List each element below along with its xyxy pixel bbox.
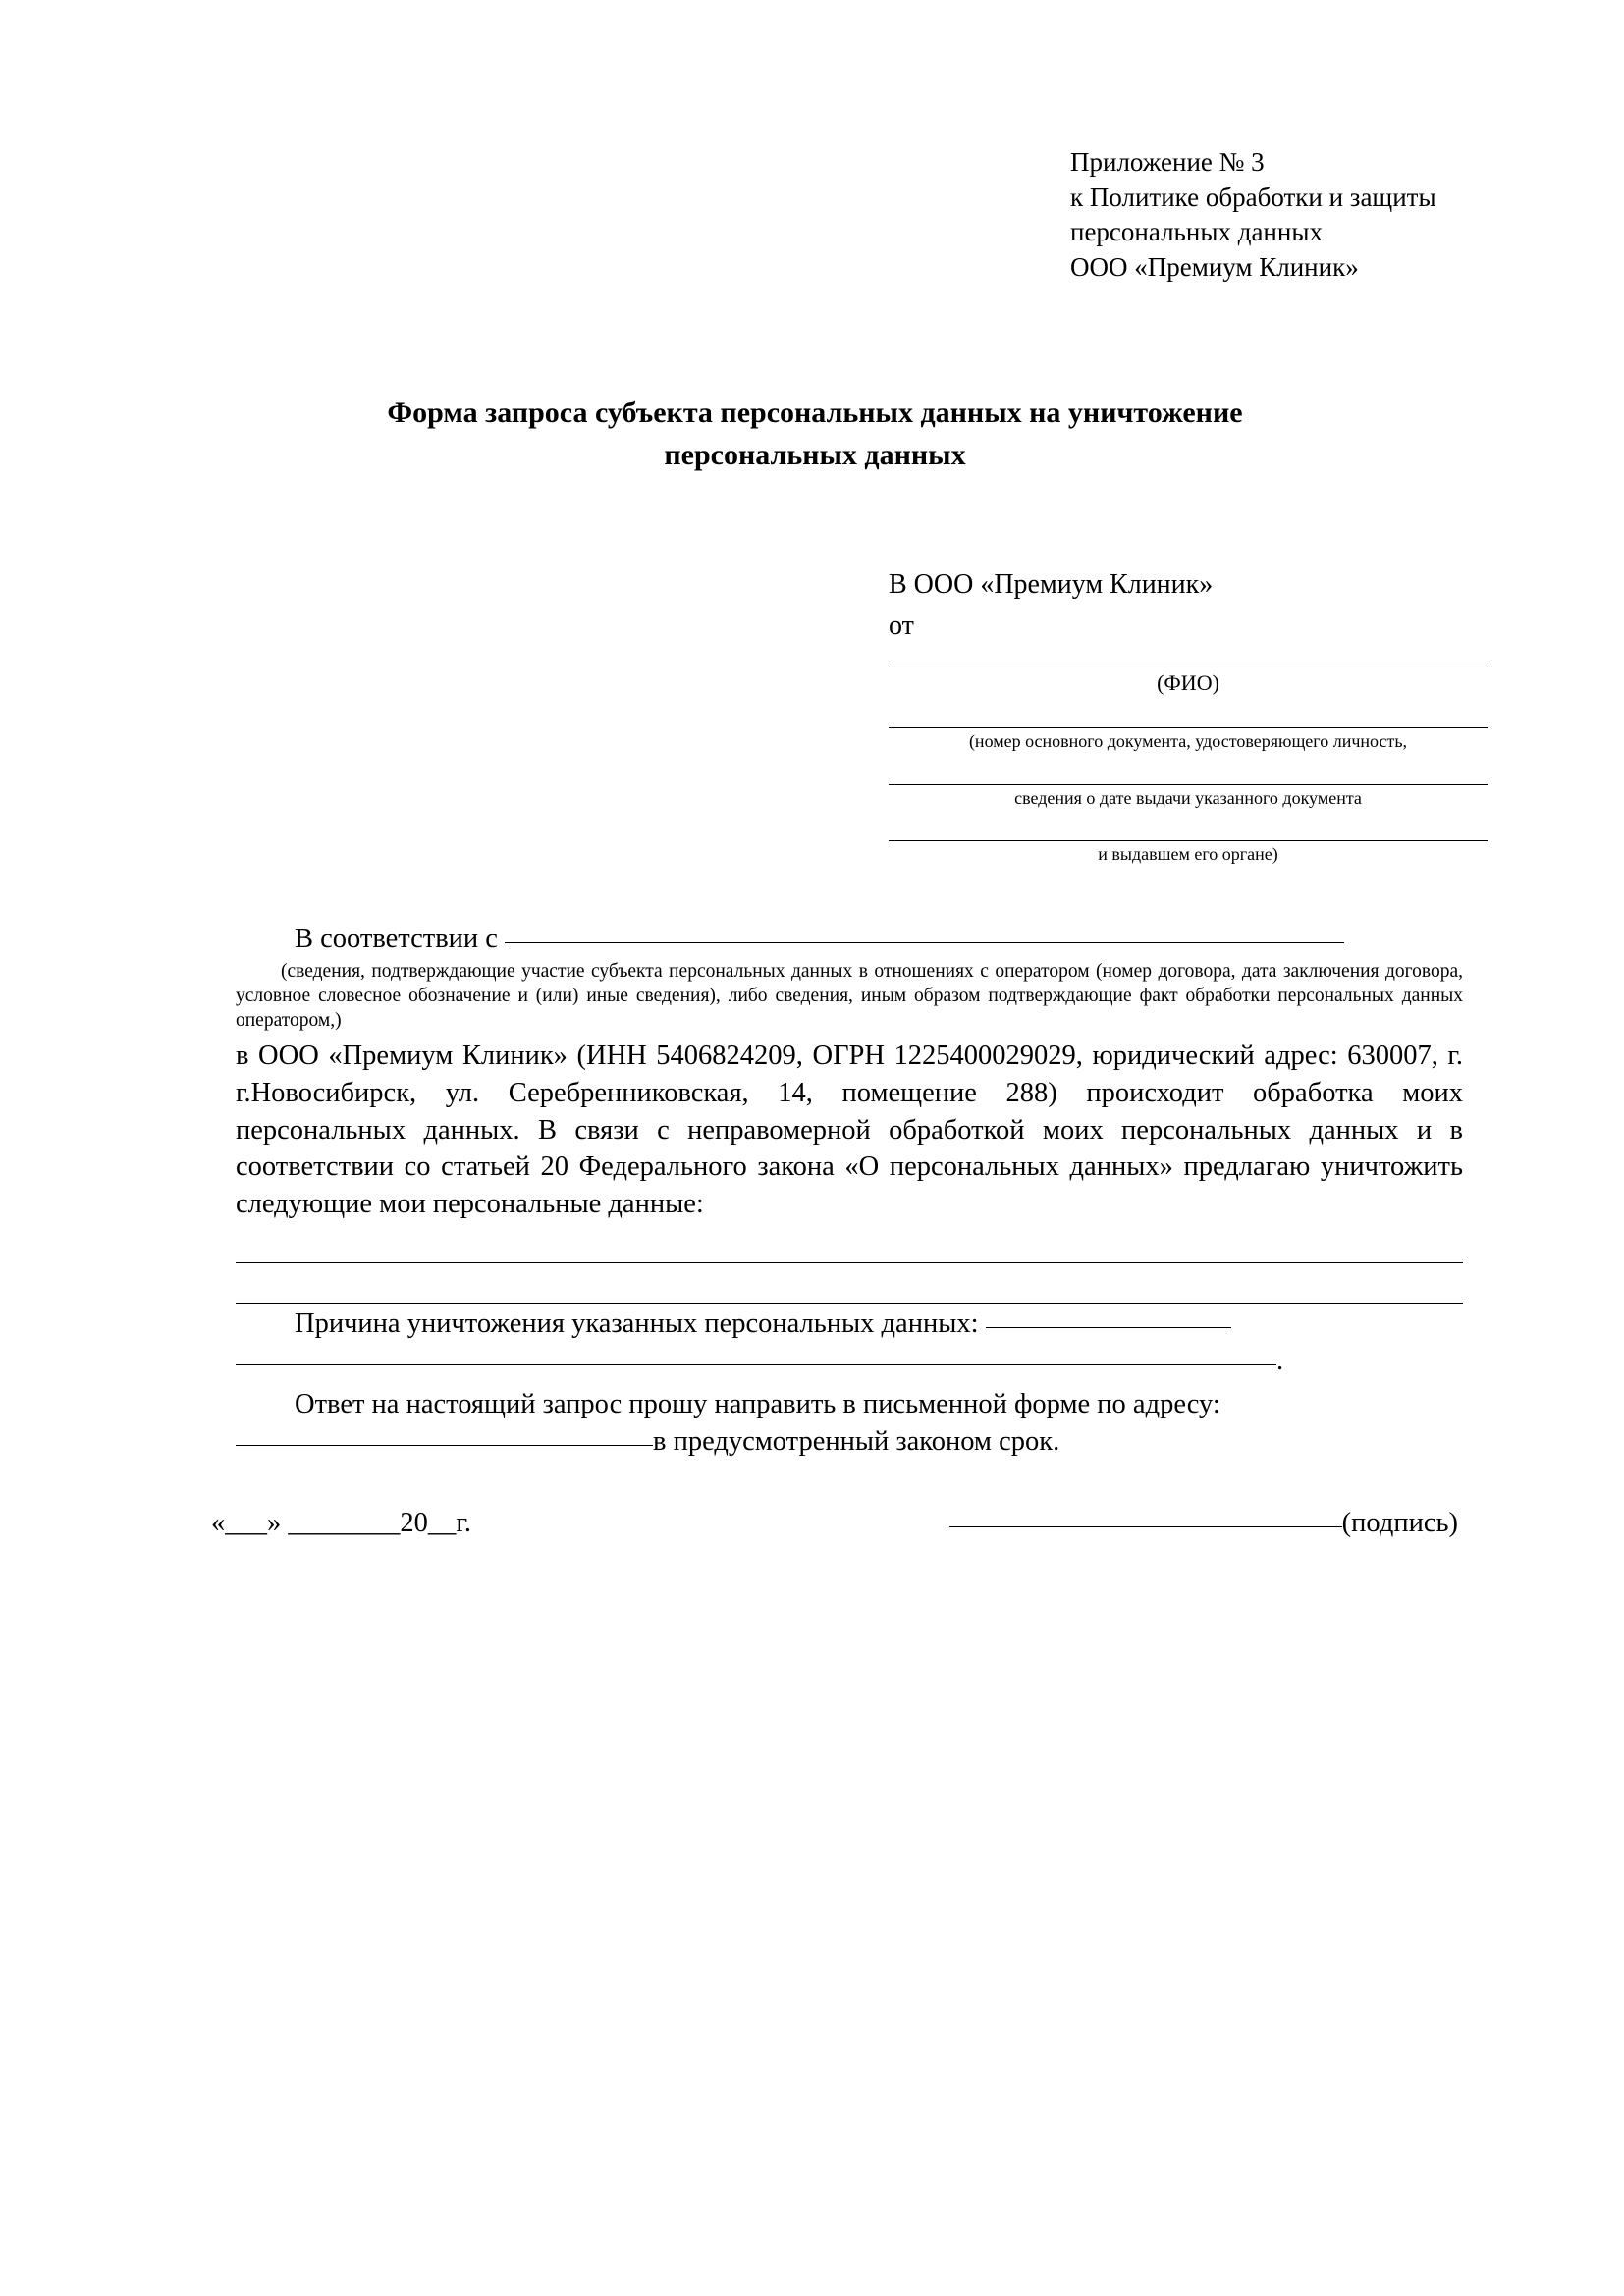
personal-data-input-line-2[interactable] xyxy=(236,1263,1463,1304)
appendix-header-line-4: ООО «Премиум Клиник» xyxy=(1070,251,1359,282)
date-line[interactable]: «___» ________20__г. xyxy=(211,1508,471,1538)
document-date-input-line[interactable] xyxy=(889,763,1488,785)
page-title xyxy=(236,393,1394,476)
fio-input-line[interactable] xyxy=(889,645,1488,667)
appendix-header-line-2: к Политике обработки и защиты xyxy=(1070,182,1436,212)
addressee-from-label: от xyxy=(889,611,914,642)
in-accordance-note-text: (сведения, подтверждающие участие субъекта персональных данных в отношениях с оператором (номер договора, дата заключения договора, условное словесное обозначение и (или) иные сведения), либо сведения, иным образом подтверждающие факт обработки персональных данных оператором,) xyxy=(236,960,1463,1031)
document-organ-input-line[interactable] xyxy=(889,819,1488,841)
signature-area xyxy=(949,1508,1458,1539)
answer-address-input-line[interactable] xyxy=(236,1445,653,1446)
reason-input-line-1[interactable] xyxy=(986,1327,1231,1328)
signature-label: (подпись) xyxy=(1341,1508,1458,1538)
page-title-line-2: персональных данных xyxy=(664,438,966,471)
page-title-line-1: Форма запроса субъекта персональных данных на уничтожение xyxy=(387,397,1243,429)
answer-paragraph xyxy=(236,1386,1463,1423)
reason-label: Причина уничтожения указанных персональных данных: xyxy=(295,1308,979,1340)
addressee-organization: В ООО «Премиум Клиник» xyxy=(889,569,1214,600)
answer-tail: в предусмотренный законом срок. xyxy=(653,1425,1060,1457)
appendix-header xyxy=(1070,145,1581,286)
fio-caption: (ФИО) xyxy=(1157,669,1219,695)
document-number-input-line[interactable] xyxy=(889,706,1488,728)
answer-address-row xyxy=(236,1423,1463,1461)
appendix-header-line-3: персональных данных xyxy=(1070,217,1323,247)
appendix-header-line-1: Приложение № 3 xyxy=(1070,147,1265,177)
body-text xyxy=(236,921,1463,1461)
in-accordance-note xyxy=(236,960,1463,1034)
reason-input-line-2[interactable] xyxy=(236,1364,1276,1365)
addressee-block xyxy=(889,567,1488,876)
reason-row-2 xyxy=(236,1343,1463,1380)
reason-tail: . xyxy=(1276,1346,1284,1377)
in-accordance-row xyxy=(236,921,1463,958)
in-accordance-input-line[interactable] xyxy=(505,942,1344,943)
in-accordance-label: В соответствии с xyxy=(295,924,498,954)
document-date-caption: сведения о дате выдачи указанного документа xyxy=(1014,787,1362,808)
document-organ-caption: и выдавшем его органе) xyxy=(1098,844,1278,865)
signature-input-line[interactable] xyxy=(949,1526,1342,1527)
personal-data-input-line-1[interactable] xyxy=(236,1223,1463,1263)
document-number-caption: (номер основного документа, удостоверяющего личность, xyxy=(968,731,1408,752)
answer-paragraph-text: Ответ на настоящий запрос прошу направить в письменной форме по адресу: xyxy=(295,1388,1220,1419)
reason-row xyxy=(236,1306,1463,1343)
main-paragraph: в ООО «Премиум Клиник» (ИНН 5406824209, ОГРН 1225400029029, юридический адрес: 630007, г. г.Новосибирск, ул. Серебренниковская, 14, помещение 288) происходит обработка моих персональных данных. В связи с неправомерной обработкой моих персональных данных и в соответствии со статьей 20 Федерального закона «О персональных данных» предлагаю уничтожить следующие мои персональные данные: xyxy=(236,1040,1463,1220)
